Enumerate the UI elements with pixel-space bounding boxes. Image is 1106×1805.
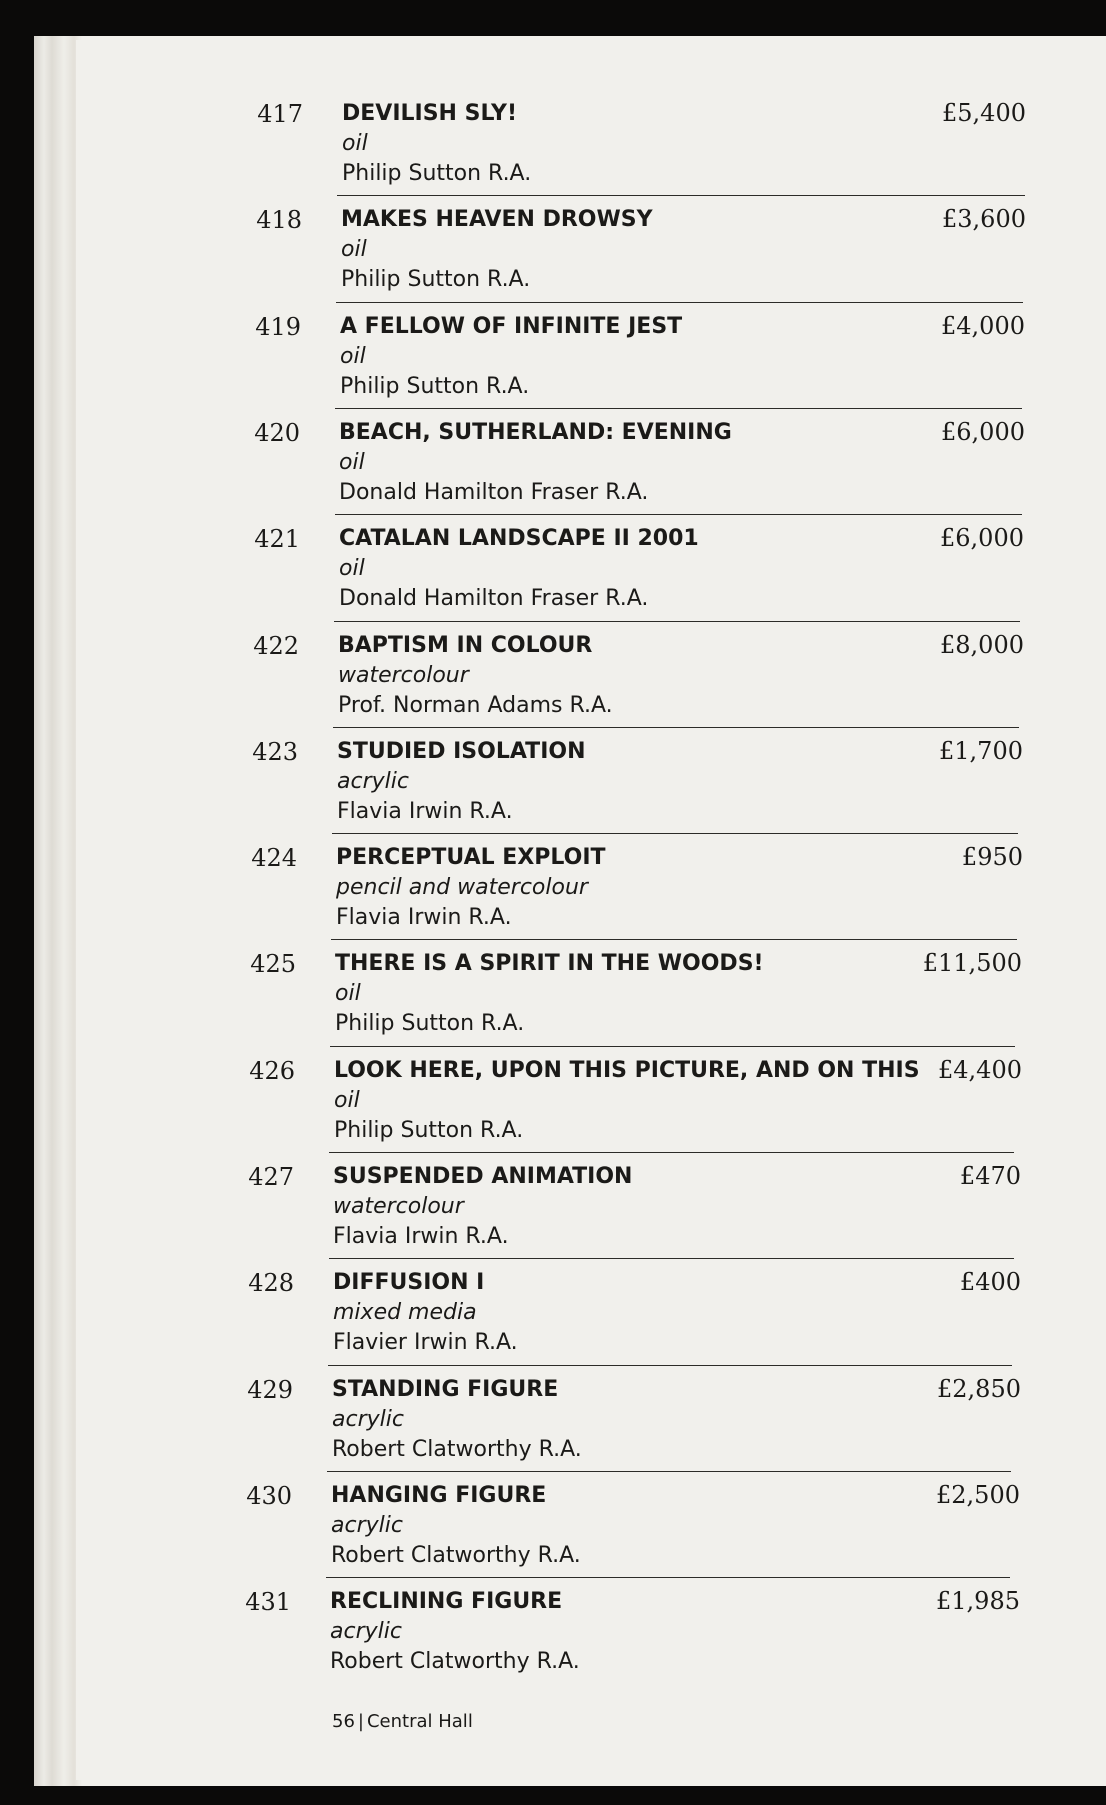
entry-medium: mixed media — [333, 1300, 477, 1325]
entry-medium: pencil and watercolour — [336, 875, 588, 900]
entry-artist: Robert Clatworthy R.A. — [332, 1437, 582, 1462]
entry-artist: Flavia Irwin R.A. — [337, 799, 513, 824]
entry-divider — [328, 1365, 1012, 1366]
entry-divider — [326, 1577, 1010, 1578]
entry-medium: watercolour — [338, 663, 469, 688]
entry-divider — [335, 408, 1022, 409]
entry-title: SUSPENDED ANIMATION — [333, 1164, 633, 1189]
entry-title: A FELLOW OF INFINITE JEST — [340, 314, 683, 339]
entry-number: 431 — [245, 1588, 291, 1616]
entry-price: £8,000 — [940, 631, 1024, 659]
entry-artist: Donald Hamilton Fraser R.A. — [339, 586, 649, 611]
entry-divider — [331, 939, 1017, 940]
entry-medium: oil — [335, 981, 361, 1006]
entry-artist: Prof. Norman Adams R.A. — [338, 693, 613, 718]
entry-price: £5,400 — [942, 99, 1026, 127]
entry-price: £470 — [959, 1162, 1021, 1190]
entry-divider — [327, 1471, 1011, 1472]
entry-medium: oil — [334, 1088, 360, 1113]
entry-medium: acrylic — [332, 1407, 404, 1432]
catalogue-entry — [76, 1046, 1106, 1152]
entry-medium: watercolour — [333, 1194, 464, 1219]
entry-medium: oil — [339, 556, 365, 581]
entry-price: £400 — [959, 1268, 1021, 1296]
entry-number: 421 — [254, 525, 300, 553]
entry-price: £2,850 — [937, 1375, 1021, 1403]
entry-title: MAKES HEAVEN DROWSY — [341, 207, 653, 232]
entry-price: £11,500 — [922, 949, 1022, 977]
catalogue-entry — [76, 514, 1106, 620]
entry-price: £950 — [961, 843, 1023, 871]
entry-number: 428 — [248, 1269, 294, 1297]
entry-medium: oil — [342, 131, 368, 156]
entry-title: PERCEPTUAL EXPLOIT — [336, 845, 606, 870]
catalogue-entry — [76, 1365, 1106, 1471]
entry-title: THERE IS A SPIRIT IN THE WOODS! — [335, 951, 764, 976]
entry-medium: acrylic — [330, 1619, 402, 1644]
catalogue-entry — [76, 1258, 1106, 1364]
catalogue-entry — [76, 195, 1106, 301]
entry-divider — [336, 302, 1023, 303]
entry-title: BEACH, SUTHERLAND: EVENING — [339, 420, 732, 445]
catalogue-entry — [76, 408, 1106, 514]
entry-title: HANGING FIGURE — [331, 1483, 547, 1508]
entry-artist: Robert Clatworthy R.A. — [331, 1543, 581, 1568]
entry-medium: acrylic — [331, 1513, 403, 1538]
entry-artist: Donald Hamilton Fraser R.A. — [339, 480, 649, 505]
entry-price: £1,700 — [939, 737, 1023, 765]
catalogue-entry — [76, 939, 1106, 1045]
entry-number: 418 — [256, 206, 302, 234]
catalogue-entry — [76, 1152, 1106, 1258]
entry-number: 424 — [251, 844, 297, 872]
entry-title: STUDIED ISOLATION — [337, 739, 586, 764]
entry-title: CATALAN LANDSCAPE II 2001 — [339, 526, 699, 551]
entry-number: 417 — [257, 100, 303, 128]
catalogue-page — [76, 40, 1106, 1780]
entry-title: STANDING FIGURE — [332, 1377, 559, 1402]
entry-medium: oil — [340, 344, 366, 369]
entry-number: 423 — [252, 738, 298, 766]
entry-divider — [332, 833, 1018, 834]
entry-divider — [333, 727, 1019, 728]
entry-divider — [329, 1258, 1014, 1259]
entry-artist: Flavier Irwin R.A. — [333, 1330, 518, 1355]
entry-title: LOOK HERE, UPON THIS PICTURE, AND ON THIS — [334, 1058, 920, 1083]
footer-separator: | — [357, 1711, 364, 1732]
section-name: Central Hall — [366, 1711, 473, 1732]
entry-number: 430 — [246, 1482, 292, 1510]
entry-number: 429 — [247, 1376, 293, 1404]
entry-artist: Philip Sutton R.A. — [342, 161, 532, 186]
catalogue-entry — [76, 89, 1106, 195]
entry-number: 419 — [255, 313, 301, 341]
entry-price: £4,400 — [938, 1056, 1022, 1084]
entry-divider — [329, 1152, 1014, 1153]
entry-artist: Philip Sutton R.A. — [335, 1011, 525, 1036]
page-footer — [332, 1711, 473, 1732]
entry-artist: Philip Sutton R.A. — [341, 267, 531, 292]
entry-artist: Robert Clatworthy R.A. — [330, 1649, 580, 1674]
entry-price: £3,600 — [942, 205, 1026, 233]
entry-divider — [335, 514, 1022, 515]
catalogue-entry — [76, 621, 1106, 727]
entry-title: RECLINING FIGURE — [330, 1589, 563, 1614]
entry-medium: oil — [341, 237, 367, 262]
entry-number: 422 — [253, 632, 299, 660]
entry-number: 425 — [250, 950, 296, 978]
entry-artist: Philip Sutton R.A. — [334, 1118, 524, 1143]
entry-price: £1,985 — [936, 1587, 1020, 1615]
entry-price: £6,000 — [941, 418, 1025, 446]
catalogue-entry — [76, 1577, 1106, 1683]
catalogue-entry — [76, 727, 1106, 833]
entry-artist: Philip Sutton R.A. — [340, 374, 530, 399]
entry-price: £4,000 — [941, 312, 1025, 340]
catalogue-entry — [76, 1471, 1106, 1577]
entry-artist: Flavia Irwin R.A. — [333, 1224, 509, 1249]
catalogue-entry — [76, 833, 1106, 939]
entry-price: £6,000 — [940, 524, 1024, 552]
entry-price: £2,500 — [936, 1481, 1020, 1509]
entry-divider — [337, 195, 1025, 196]
entry-number: 420 — [254, 419, 300, 447]
entry-title: DEVILISH SLY! — [342, 101, 518, 126]
catalogue-entry — [76, 302, 1106, 408]
entry-number: 427 — [248, 1163, 294, 1191]
entry-divider — [334, 621, 1020, 622]
entry-divider — [330, 1046, 1015, 1047]
entry-medium: acrylic — [337, 769, 409, 794]
entry-title: BAPTISM IN COLOUR — [338, 633, 593, 658]
entry-artist: Flavia Irwin R.A. — [336, 905, 512, 930]
entry-number: 426 — [249, 1057, 295, 1085]
entry-medium: oil — [339, 450, 365, 475]
entry-title: DIFFUSION I — [333, 1270, 485, 1295]
page-number: 56 — [332, 1711, 355, 1732]
